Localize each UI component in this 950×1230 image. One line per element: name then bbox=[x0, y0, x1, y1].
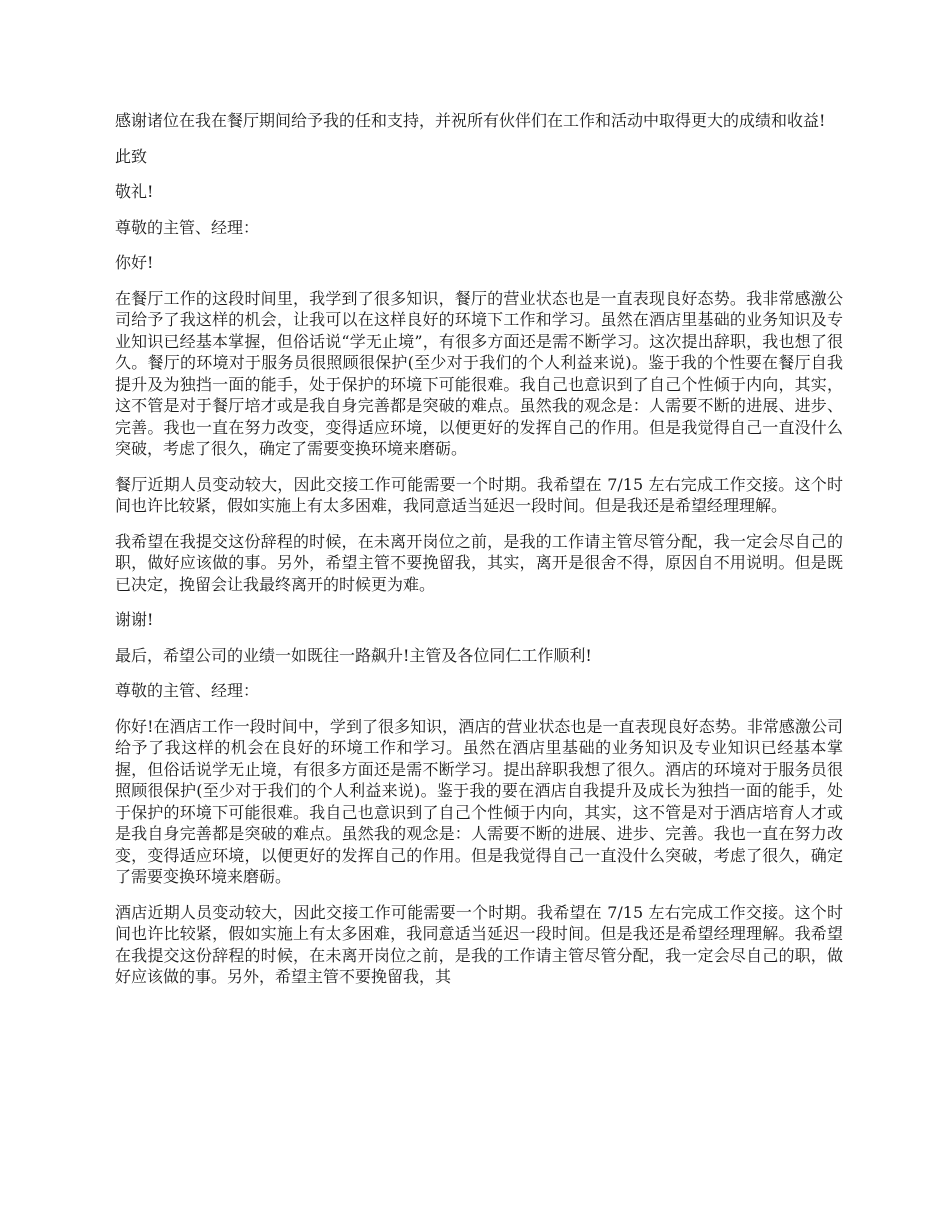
body-paragraph: 我希望在我提交这份辞程的时候，在未离开岗位之前，是我的工作请主管尽管分配，我一定会尽自己的职，做好应该做的事。另外，希望主管不要挽留我，其实，离开是很舍不得，原因自不用说明。但是既已决定，挽留会让我最终离开的时候更为难。 bbox=[115, 531, 843, 594]
salutation-closing: 敬礼! bbox=[115, 182, 154, 201]
body-paragraph: 在餐厅工作的这段时间里，我学到了很多知识，餐厅的营业状态也是一直表现良好态势。我非常感激公司给予了我这样的机会，让我可以在这样良好的环境下工作和学习。虽然在酒店里基础的业务知识及专业知识已经基本掌握，但俗话说“学无止境”，有很多方面还是需不断学习。这次提出辞职，我也想了很久。餐厅的环境对于服务员很照顾很保护(至少对于我们的个人利益来说)。鉴于我的个性要在餐厅自我提升及为独挡一面的能手，处于保护的环境下可能很难。我自己也意识到了自己个性倾于内向，其实，这不管是对于餐厅培才或是我自身完善都是突破的难点。虽然我的观念是：人需要不断的进展、进步、完善。我也一直在努力改变，变得适应环境，以便更好的发挥自己的作用。但是我觉得自己一直没什么突破，考虑了很久，确定了需要变换环境来磨砺。 bbox=[115, 288, 843, 458]
letter-addressee: 尊敬的主管、经理： bbox=[115, 681, 260, 700]
thanks-line: 谢谢! bbox=[115, 610, 154, 629]
body-paragraph: 酒店近期人员变动较大，因此交接工作可能需要一个时期。我希望在 7/15 左右完成工作交接。这个时间也许比较紧，假如实施上有太多困难，我同意适当延迟一段时间。但是我还是希望经理理解。我希望在我提交这份辞程的时候，在未离开岗位之前，是我的工作请主管尽管分配，我一定会尽自己的职，做好应该做的事。另外，希望主管不要挽留我，其 bbox=[115, 902, 843, 986]
closing-wish: 最后，希望公司的业绩一如既往一路飙升!主管及各位同仁工作顺利! bbox=[115, 645, 592, 665]
closing-thanks-paragraph: 感谢诸位在我在餐厅期间给予我的任和支持，并祝所有伙伴们在工作和活动中取得更大的成绩和收益! bbox=[115, 111, 826, 130]
document-page bbox=[115, 110, 843, 1002]
body-paragraph: 餐厅近期人员变动较大，因此交接工作可能需要一个时期。我希望在 7/15 左右完成工作交接。这个时间也许比较紧，假如实施上有太多困难，我同意适当延迟一段时间。但是我还是希望经理理解。 bbox=[115, 474, 843, 515]
letter-addressee: 尊敬的主管、经理： bbox=[115, 217, 260, 237]
closing-phrase: 此致 bbox=[115, 146, 148, 166]
body-paragraph: 你好!在酒店工作一段时间中，学到了很多知识，酒店的营业状态也是一直表现良好态势。非常感激公司给予了我这样的机会在良好的环境工作和学习。虽然在酒店里基础的业务知识及专业知识已经基本掌握，但俗话说学无止境，有很多方面还是需不断学习。提出辞职我想了很久。酒店的环境对于服务员很照顾很保护(至少对于我们的个人利益来说)。鉴于我的要在酒店自我提升及成长为独挡一面的能手，处于保护的环境下可能很难。我自己也意识到了自己个性倾于内向，其实，这不管是对于酒店培育人才或是我自身完善都是突破的难点。虽然我的观念是：人需要不断的进展、进步、完善。我也一直在努力改变，变得适应环境，以便更好的发挥自己的作用。但是我觉得自己一直没什么突破，考虑了很久，确定了需要变换环境来磨砺。 bbox=[115, 716, 843, 886]
greeting: 你好! bbox=[115, 253, 154, 272]
